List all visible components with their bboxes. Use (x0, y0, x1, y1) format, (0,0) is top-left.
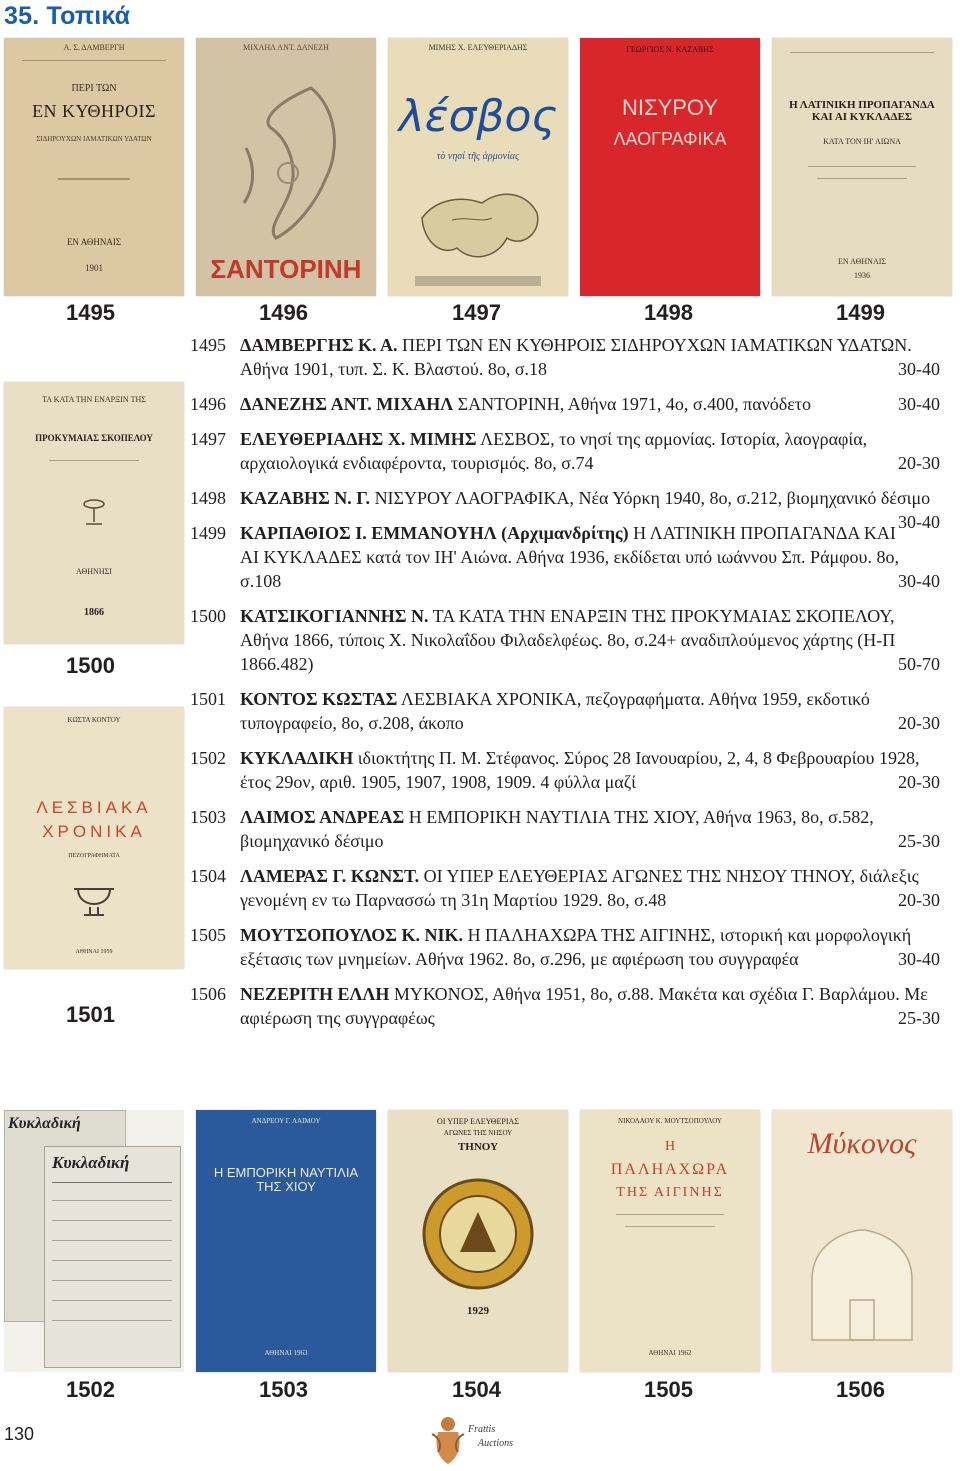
lot-price: 50-70 (898, 654, 940, 674)
cover-1504 (388, 1110, 568, 1372)
cover-1501 (4, 707, 184, 969)
lot-label-1502: 1502 (66, 1377, 115, 1402)
cover-year: 1929 (467, 1305, 489, 1317)
lot-price: 20-30 (898, 772, 940, 792)
cover-header: Α. Σ. ΔΑΜΒΕΡΓΗ (63, 43, 125, 52)
cover-header: ΓΕΩΡΓΙΟΣ Ν. ΚΑΖΑΒΗΣ (626, 45, 714, 54)
cover-title: Η ΛΑΤΙΝΙΚΗ ΠΡΟΠΑΓΑΝΔΑ ΚΑΙ ΑΙ ΚΥΚΛΑΔΕΣ (789, 99, 935, 123)
lot-entry-1498 (190, 486, 940, 532)
cover-1506 (772, 1110, 952, 1372)
cover-1496 (196, 38, 376, 296)
lot-description: ΣΑΝΤΟΡΙΝΗ, Αθήνα 1971, 4ο, σ.400, πανόδετο (457, 394, 812, 414)
lot-number: 1496 (190, 394, 226, 414)
lot-label-1503: 1503 (259, 1377, 308, 1402)
cover-title: ΣΑΝΤΟΡΙΝΗ (210, 254, 362, 284)
lot-author: ΔΑΜΒΕΡΓΗΣ Κ. Α. (240, 335, 398, 355)
cover-title-3: ΤΗΝΟΥ (457, 1141, 499, 1153)
lot-entry-1501 (190, 687, 940, 735)
cover-title: Η ΕΜΠΟΡΙΚΗ ΝΑΥΤΙΛΙΑ ΤΗΣ ΧΙΟΥ (213, 1165, 359, 1194)
cover-title-2: ΛΑΟΓΡΑΦΙΚΑ (613, 129, 727, 149)
cover-year: ΑΘΗΝΑΙ 1963 (264, 1349, 308, 1357)
lot-entry-1495 (190, 333, 940, 381)
newspaper-masthead-front: Κυκλαδική (52, 1153, 130, 1172)
lot-author: ΚΑΤΣΙΚΟΓΙΑΝΝΗΣ Ν. (240, 606, 429, 626)
section-title: 35. Τοπικά (4, 2, 131, 30)
lot-entry-1500 (190, 604, 940, 676)
lot-description: Η ΛΑΤΙΝΙΚΗ ΠΡΟΠΑΓΑΝΔΑ ΚΑΙ ΑΙ ΚΥΚΛΑΔΕΣ κατά τον ΙΗ' Αιώνα. Αθήνα 1936, εκδίδεται υπό ιωάννου Σπ. Ράμφου. 8ο, σ.108 (240, 523, 899, 591)
lot-number: 1505 (190, 925, 226, 945)
frattis-auctions-logo (430, 1412, 540, 1468)
cover-header: ΑΝΔΡΕΟΥ Γ. ΛΑΙΜΟΥ (251, 1117, 321, 1125)
lot-price: 20-30 (898, 453, 940, 473)
lot-number: 1495 (190, 335, 226, 355)
lot-number: 1503 (190, 807, 226, 827)
cover-subtitle: ΠΡΟΚΥΜΑΙΑΣ ΣΚΟΠΕΛΟΥ (35, 433, 153, 443)
cover-year: 1936 (854, 271, 870, 280)
lot-label-1497: 1497 (452, 300, 501, 325)
cover-title: ΠΑΛΗΑΧΩΡΑ (610, 1161, 730, 1178)
cover-place: ΕΝ ΑΘΗΝΑΙΣ (837, 257, 887, 266)
lot-description: ΛΕΣΒΙΑΚΑ ΧΡΟΝΙΚΑ, πεζογραφήματα. Αθήνα 1959, εκδοτικό τυπογραφείο, 8ο, σ.208, άκοπο (240, 689, 870, 733)
page-number: 130 (4, 1424, 35, 1444)
lot-price: 30-40 (898, 394, 940, 414)
cover-place: ΑΘΗΝΗΣΙ (76, 567, 112, 576)
lot-price: 20-30 (898, 890, 940, 910)
lot-description: ΛΕΣΒΟΣ, το νησί της αρμονίας. Ιστορία, λαογραφία, αρχαιολογικά ενδιαφέροντα, τουρισμός. 8ο, σ.74 (240, 429, 868, 473)
cover-header: ΝΙΚΟΛΑΟΥ Κ. ΜΟΥΤΣΟΠΟΥΛΟΥ (618, 1117, 722, 1125)
lot-author: ΚΑΖΑΒΗΣ Ν. Γ. (240, 488, 371, 508)
fountain-icon (74, 490, 114, 530)
lot-number: 1502 (190, 748, 226, 768)
lot-number: 1506 (190, 984, 226, 1004)
lot-price: 20-30 (898, 713, 940, 733)
cover-1505 (580, 1110, 760, 1372)
cover-title-article: Η (664, 1139, 676, 1154)
lot-label-1501: 1501 (66, 1002, 115, 1027)
lot-entry-1497 (190, 427, 940, 475)
lot-entry-1502 (190, 746, 940, 794)
lot-entry-1503 (190, 805, 940, 853)
cover-year: 1901 (85, 263, 103, 273)
lot-author: ΔΑΝΕΖΗΣ ΑΝΤ. ΜΙΧΑΗΛ (240, 394, 454, 414)
lot-entry-1506 (190, 982, 940, 1030)
lot-price: 25-30 (898, 831, 940, 851)
lot-description: ΠΕΡΙ ΤΩΝ ΕΝ ΚΥΘΗΡΟΙΣ ΣΙΔΗΡΟΥΧΩΝ ΙΑΜΑΤΙΚΩΝ ΥΔΑΤΩΝ. Αθήνα 1901, τυπ. Σ. Κ. Βλαστού. 8ο, σ.18 (240, 335, 912, 379)
lot-number: 1504 (190, 866, 226, 886)
cover-title: ΝΙΣΥΡΟΥ (621, 95, 719, 120)
lot-description: Η ΠΑΛΗΑΧΩΡΑ ΤΗΣ ΑΙΓΙΝΗΣ, ιστορική και μορφολογική εξέτασις των μνημείων. Αθήνα 1962. 8ο, σ.296, με αφιέρωση του συγγραφέα (240, 925, 912, 969)
cover-title-2: ΤΗΣ ΑΙΓΙΝΗΣ (616, 1185, 724, 1200)
cover-year: ΑΘΗΝΑΙ 1962 (648, 1349, 692, 1357)
cover-1495 (4, 38, 184, 296)
lot-description: ΝΙΣΥΡΟΥ ΛΑΟΓΡΑΦΙΚΑ, Νέα Υόρκη 1940, 8ο, σ.212, βιομηχανικό δέσιμο (374, 488, 931, 508)
lot-label-1498: 1498 (644, 300, 693, 325)
lot-label-1499: 1499 (836, 300, 885, 325)
lot-author: ΚΥΚΛΑΔΙΚΗ (240, 748, 354, 768)
cover-subtitle: ΚΑΤΑ ΤΟΝ ΙΗ' ΑΙΩΝΑ (823, 137, 901, 146)
cover-1497 (388, 38, 568, 296)
lot-description: ΤΑ ΚΑΤΑ ΤΗΝ ΕΝΑΡΞΙΝ ΤΗΣ ΠΡΟΚΥΜΑΙΑΣ ΣΚΟΠΕΛΟΥ, Αθήνα 1866, τύποις Χ. Νικολαΐδου Φιλαδελφέως. 8ο, σ.24+ αναδιπλούμενος χάρτης (Η-Π 1866.482) (240, 606, 896, 674)
cover-header: ΜΙΜΗΣ Χ. ΕΛΕΥΘΕΡΙΑΔΗΣ (428, 43, 528, 52)
cover-subtitle: ΣΙΔΗΡΟΥΧΩΝ ΙΑΜΑΤΙΚΩΝ ΥΔΑΤΩΝ (36, 135, 152, 143)
lot-label-1495: 1495 (66, 300, 115, 325)
lot-entry-1496 (190, 392, 940, 416)
cover-title: λέσβος (398, 91, 558, 142)
cover-subtitle: τὸ νησί τῆς ἁρμονίας (436, 151, 520, 162)
lot-description: ΟΙ ΥΠΕΡ ΕΛΕΥΘΕΡΙΑΣ ΑΓΩΝΕΣ ΤΗΣ ΝΗΣΟΥ ΤΗΝΟΥ, διάλεξις γενομένη εν τω Παρνασσώ τη 31η Μαρτίου 1929. 8ο, σ.48 (240, 866, 919, 910)
cover-title-small: ΠΕΡΙ ΤΩΝ (71, 83, 117, 94)
angel-icon (430, 1412, 466, 1466)
lot-description: ιδιοκτήτης Π. Μ. Στέφανος. Σύρος 28 Ιανουαρίου, 2, 4, 8 Φεβρουαρίου 1928, έτος 29ον, αριθ. 1905, 1907, 1908, 1909. 4 φύλλα μαζί (240, 748, 920, 792)
cover-year: 1866 (84, 607, 104, 618)
chapel-drawing-icon (792, 1200, 932, 1350)
lot-author: ΕΛΕΥΘΕΡΙΑΔΗΣ Χ. ΜΙΜΗΣ (240, 429, 477, 449)
cover-header: ΚΩΣΤΑ ΚΟΝΤΟΥ (67, 716, 121, 724)
lot-entry-1504 (190, 864, 940, 912)
cover-title: ΛΕΣΒΙΑΚΑ (36, 798, 152, 817)
cover-1500 (4, 382, 184, 644)
lot-number: 1498 (190, 488, 226, 508)
lot-entry-1505 (190, 923, 940, 971)
cover-title: ΕΝ ΚΥΘΗΡΟΙΣ (32, 101, 156, 121)
lot-author: ΚΟΝΤΟΣ ΚΩΣΤΑΣ (240, 689, 398, 709)
lot-number: 1499 (190, 523, 226, 543)
santorini-map-icon (216, 78, 356, 248)
amphora-icon (70, 879, 118, 919)
cover-1502 (4, 1110, 184, 1372)
lot-label-1500: 1500 (66, 653, 115, 678)
lot-author: ΚΑΡΠΑΘΙΟΣ Ι. ΕΜΜΑΝΟΥΗΛ (Αρχιμανδρίτης) (240, 523, 629, 543)
cover-title: ΟΙ ΥΠΕΡ ΕΛΕΥΘΕΡΙΑΣ (437, 1117, 519, 1126)
lot-author: ΜΟΥΤΣΟΠΟΥΛΟΣ Κ. ΝΙΚ. (240, 925, 464, 945)
lot-number: 1497 (190, 429, 226, 449)
lot-price: 30-40 (898, 949, 940, 969)
cover-title: ΤΑ ΚΑΤΑ ΤΗΝ ΕΝΑΡΞΙΝ ΤΗΣ (42, 395, 146, 404)
seal-emblem-icon (418, 1172, 538, 1302)
lot-label-1504: 1504 (452, 1377, 501, 1402)
lot-number: 1500 (190, 606, 226, 626)
cover-title-2: ΧΡΟΝΙΚΑ (42, 822, 146, 841)
cover-header: ΜΙΧΑΗΛ ΑΝΤ. ΔΑΝΕΖΗ (243, 43, 329, 52)
lot-label-1496: 1496 (259, 300, 308, 325)
logo-text-line1: Frattis (468, 1424, 496, 1435)
cover-place: ΕΝ ΑΘΗΝΑΙΣ (66, 237, 122, 247)
cover-year: ΑΘΗΝΑΙ 1959 (75, 949, 113, 955)
lot-price: 30-40 (898, 359, 940, 379)
lot-price: 30-40 (898, 512, 940, 532)
lot-description: ΜΥΚΟΝΟΣ, Αθήνα 1951, 8ο, σ.88. Μακέτα και σχέδια Γ. Βαρλάμου. Με αφιέρωση της συγγραφέως (240, 984, 928, 1028)
lot-author: ΛΑΙΜΟΣ ΑΝΔΡΕΑΣ (240, 807, 405, 827)
lot-price: 25-30 (898, 1008, 940, 1028)
newspaper-masthead-back: Κυκλαδική (8, 1115, 81, 1132)
lot-author: ΛΑΜΕΡΑΣ Γ. ΚΩΝΣΤ. (240, 866, 420, 886)
cover-1499 (772, 38, 952, 296)
lot-list (190, 333, 940, 1041)
cover-1498 (580, 38, 760, 296)
lot-price: 30-40 (898, 571, 940, 591)
lot-number: 1501 (190, 689, 226, 709)
logo-text-line2: Auctions (478, 1438, 513, 1449)
lesvos-map-icon (412, 178, 547, 268)
lot-entry-1499 (190, 521, 940, 593)
cover-subtitle: ΠΕΖΟΓΡΑΦΗΜΑΤΑ (68, 853, 120, 859)
lot-description: Η ΕΜΠΟΡΙΚΗ ΝΑΥΤΙΛΙΑ ΤΗΣ ΧΙΟΥ, Αθήνα 1963, 8ο, σ.582, βιομηχανικό δέσιμο (240, 807, 874, 851)
cover-1503 (196, 1110, 376, 1372)
lot-label-1505: 1505 (644, 1377, 693, 1402)
cover-subtitle: ΑΓΩΝΕΣ ΤΗΣ ΝΗΣΟΥ (443, 1129, 513, 1137)
lot-author: ΝΕΖΕΡΙΤΗ ΕΛΛΗ (240, 984, 390, 1004)
cover-title: Μύκονος (807, 1127, 917, 1160)
lot-label-1506: 1506 (836, 1377, 885, 1402)
